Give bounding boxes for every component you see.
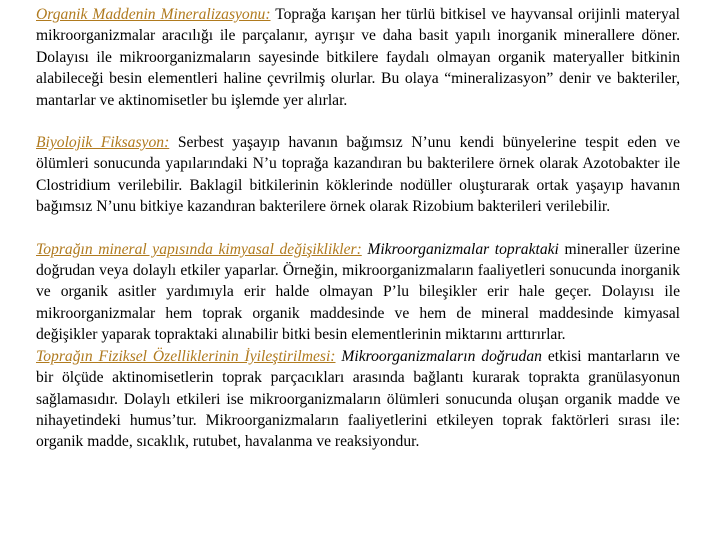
- paragraph-gap: [36, 111, 680, 132]
- paragraph-kimyasal: [36, 239, 680, 346]
- paragraph-fiksasyon: [36, 132, 680, 218]
- paragraph-text: mineraller üzerine doğrudan veya dolaylı etkiler yaparlar. Örneğin, mikroorganizmaların faaliyetleri sonucunda inorganik ve organik asitler yardımıyla erir halde olmayan P’lu bileşikler erir hale geçer. Dolayısı ile mikroorganizmalar hem toprak organik maddesinde ve hem de mineral maddesinde kimyasal değişikler yaparak topraktaki alınabilir bitki besin elementlerinin miktarını arttırırlar.: [36, 240, 680, 344]
- paragraph-mineralizasyon: [36, 4, 680, 111]
- paragraph-text: etkisi mantarların ve bir ölçüde aktinomisetlerin toprak parçacıkları arasında bağlantı kurarak toprakta granülasyonun sağlamasıdır. Dolaylı etkileri ise mikroorganizmaların ölümleri sonucunda oluşan organik madde ve nihayetindeki humus’tur. Mikroorganizmaların faaliyetlerini etkileyen toprak faktörleri sırası ile: organik madde, sıcaklık, rutubet, havalanma ve reaksiyondur.: [36, 347, 680, 451]
- paragraph-text-italic: Mikroorganizmaların doğrudan: [341, 347, 542, 365]
- paragraph-text-italic: Mikroorganizmalar topraktaki: [367, 240, 559, 258]
- paragraph-gap: [36, 218, 680, 239]
- section-heading: Biyolojik Fiksasyon:: [36, 134, 170, 152]
- section-heading: Organik Maddenin Mineralizasyonu:: [36, 6, 271, 23]
- paragraph-text: Toprağa karışan her türlü bitkisel ve hayvansal orijinli materyal mikroorganizmalar aracılığı ile parçalanır, ayrışır ve daha basit yapılı inorganik minerallere döner. Dolayısı ile mikroorganizmaların sayesinde bitkilere faydalı olmayan organik materyaller bitkinin alabileceği besin elementleri haline çevrilmiş olurlar. Bu olaya “mineralizasyon” denir ve bakteriler, mantarlar ve aktinomisetler bu işlemde yer alırlar.: [36, 6, 680, 109]
- paragraph-fiziksel: [36, 346, 680, 453]
- section-heading: Toprağın mineral yapısında kimyasal değişiklikler:: [36, 240, 362, 258]
- paragraph-text: Serbest yaşayıp havanın bağımsız N’unu kendi bünyelerine tespit eden ve ölümleri sonucunda yapılarındaki N’u toprağa kazandıran bu bakterilere örnek olarak Azotobakter ile Clostridium verilebilir. Baklagil bitkilerinin köklerinde nodüller oluşturarak ortak yaşayıp havanın bağımsız N’unu bitkiye kazandıran bakterilere örnek olarak Rizobium bakterileri verilebilir.: [36, 134, 680, 216]
- section-heading: Toprağın Fiziksel Özelliklerinin İyileştirilmesi:: [36, 347, 336, 365]
